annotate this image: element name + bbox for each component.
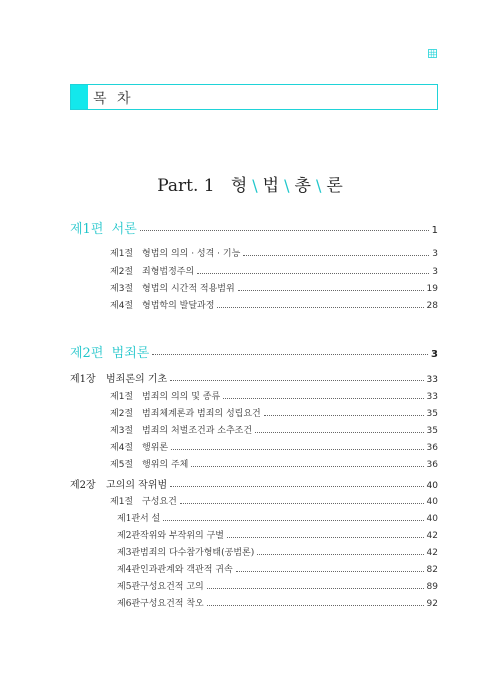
part-label: Part. 1 bbox=[157, 176, 215, 196]
page-number: 36 bbox=[426, 443, 438, 453]
dot-leader bbox=[163, 520, 423, 521]
part-char: 론 bbox=[326, 176, 343, 196]
page-number: 3 bbox=[432, 267, 438, 277]
toc-entry-section[interactable] bbox=[110, 298, 438, 311]
section-number: 제2절 bbox=[110, 267, 134, 277]
toc-entry-subsection[interactable] bbox=[117, 511, 438, 524]
page-number: 1 bbox=[431, 225, 438, 236]
dot-leader bbox=[264, 415, 424, 416]
page-number: 36 bbox=[426, 460, 438, 470]
toc-entry-part2[interactable] bbox=[70, 342, 438, 361]
section-number: 제1절 bbox=[110, 392, 134, 402]
page-number: 33 bbox=[426, 392, 438, 402]
section-title: 형법학의 발달과정 bbox=[142, 301, 215, 311]
dot-leader bbox=[227, 537, 424, 538]
part-char: 형 bbox=[230, 176, 248, 196]
toc-entry-section[interactable] bbox=[110, 494, 438, 507]
toc-entry-section[interactable] bbox=[110, 281, 438, 294]
toc-entry-section[interactable] bbox=[110, 389, 438, 402]
section-title: 형법의 시간적 적용범위 bbox=[142, 284, 235, 294]
dot-leader bbox=[257, 554, 423, 555]
page-number: 42 bbox=[426, 531, 438, 541]
toc-entry-chapter[interactable] bbox=[70, 370, 438, 385]
dot-leader bbox=[217, 307, 423, 308]
subsection-number: 제5관 bbox=[117, 582, 141, 592]
chapter-number: 제1장 bbox=[70, 374, 96, 385]
dot-leader bbox=[207, 605, 424, 606]
section-number: 제1절 bbox=[110, 249, 134, 259]
part-char: 총 bbox=[294, 176, 311, 196]
page-number: 35 bbox=[426, 426, 438, 436]
dot-leader bbox=[170, 380, 423, 381]
page-number: 28 bbox=[426, 301, 438, 311]
dot-leader bbox=[238, 290, 424, 291]
page-number: 92 bbox=[426, 599, 438, 609]
dot-leader bbox=[170, 486, 423, 487]
page-number: 3 bbox=[432, 249, 438, 259]
subsection-title: 작위와 부작위의 구별 bbox=[140, 531, 224, 541]
dot-leader bbox=[223, 398, 423, 399]
dot-leader bbox=[180, 503, 424, 504]
subsection-number: 제1관 bbox=[117, 514, 141, 524]
toc-entry-part1[interactable] bbox=[70, 218, 438, 237]
section-title: 행위의 주체 bbox=[142, 460, 189, 470]
section-title: 범죄체계론과 범죄의 성립요건 bbox=[142, 409, 261, 419]
grid-icon bbox=[428, 49, 437, 58]
subsection-number: 제3관 bbox=[117, 548, 141, 558]
slash-separator: \ bbox=[284, 176, 290, 195]
dot-leader bbox=[207, 588, 424, 589]
chapter-number: 제2장 bbox=[70, 480, 96, 491]
page-number: 40 bbox=[426, 497, 438, 507]
subsection-title: 서 설 bbox=[140, 514, 161, 524]
section-number: 제3절 bbox=[110, 284, 134, 294]
section-number: 제4절 bbox=[110, 443, 134, 453]
slash-separator: \ bbox=[315, 176, 322, 195]
dot-leader bbox=[171, 449, 423, 450]
dot-leader bbox=[197, 273, 429, 274]
page-number: 19 bbox=[426, 284, 438, 294]
part-number: 제1편 bbox=[70, 222, 104, 237]
part-heading: 범죄론 bbox=[111, 346, 150, 361]
section-title: 죄형법정주의 bbox=[142, 267, 195, 277]
chapter-title: 고의의 작위범 bbox=[106, 480, 168, 491]
toc-entry-section[interactable] bbox=[110, 246, 438, 259]
part-number: 제2편 bbox=[70, 346, 104, 361]
toc-entry-subsection[interactable] bbox=[117, 545, 438, 558]
section-number: 제2절 bbox=[110, 409, 134, 419]
toc-entry-section[interactable] bbox=[110, 457, 438, 470]
subsection-number: 제4관 bbox=[117, 565, 141, 575]
subsection-number: 제6관 bbox=[117, 599, 141, 609]
toc-entry-subsection[interactable] bbox=[117, 562, 438, 575]
dot-leader bbox=[140, 230, 429, 231]
section-number: 제5절 bbox=[110, 460, 134, 470]
toc-title: 목 차 bbox=[93, 91, 134, 107]
header-accent-bar bbox=[71, 85, 88, 109]
subsection-title: 구성요건적 고의 bbox=[140, 582, 204, 592]
subsection-title: 범죄의 다수참가형태(공범론) bbox=[140, 548, 255, 558]
page-number: 42 bbox=[426, 548, 438, 558]
section-title: 구성요건 bbox=[142, 497, 177, 507]
toc-entry-subsection[interactable] bbox=[117, 596, 438, 609]
section-title: 범죄의 의의 및 종류 bbox=[142, 392, 221, 402]
slash-separator: \ bbox=[252, 176, 258, 195]
section-title: 행위론 bbox=[142, 443, 169, 453]
page-number: 35 bbox=[426, 409, 438, 419]
part-heading: 서론 bbox=[111, 222, 137, 237]
toc-entry-subsection[interactable] bbox=[117, 528, 438, 541]
dot-leader bbox=[236, 571, 424, 572]
page-number: 33 bbox=[426, 375, 438, 385]
dot-leader bbox=[243, 255, 429, 256]
page-number: 82 bbox=[426, 565, 438, 575]
toc-entry-subsection[interactable] bbox=[117, 579, 438, 592]
toc-entry-chapter[interactable] bbox=[70, 476, 438, 491]
toc-entry-section[interactable] bbox=[110, 264, 438, 277]
page-number: 3 bbox=[431, 349, 438, 360]
page-number: 40 bbox=[426, 514, 438, 524]
subsection-title: 구성요건적 착오 bbox=[140, 599, 204, 609]
toc-entry-section[interactable] bbox=[110, 423, 438, 436]
part-title bbox=[0, 171, 500, 196]
dot-leader bbox=[191, 466, 423, 467]
subsection-number: 제2관 bbox=[117, 531, 141, 541]
page-number: 89 bbox=[426, 582, 438, 592]
dot-leader bbox=[152, 354, 428, 355]
section-number: 제1절 bbox=[110, 497, 134, 507]
section-title: 형법의 의의 · 성격 · 기능 bbox=[142, 249, 241, 259]
chapter-title: 범죄론의 기초 bbox=[106, 374, 168, 385]
dot-leader bbox=[255, 432, 423, 433]
section-number: 제4절 bbox=[110, 301, 134, 311]
page-number: 40 bbox=[426, 481, 438, 491]
toc-header-box bbox=[70, 84, 438, 110]
toc-entry-section[interactable] bbox=[110, 440, 438, 453]
toc-entry-section[interactable] bbox=[110, 406, 438, 419]
section-title: 범죄의 처벌조건과 소추조건 bbox=[142, 426, 253, 436]
subsection-title: 인과관계와 객관적 귀속 bbox=[140, 565, 233, 575]
part-char: 법 bbox=[262, 176, 280, 196]
section-number: 제3절 bbox=[110, 426, 134, 436]
